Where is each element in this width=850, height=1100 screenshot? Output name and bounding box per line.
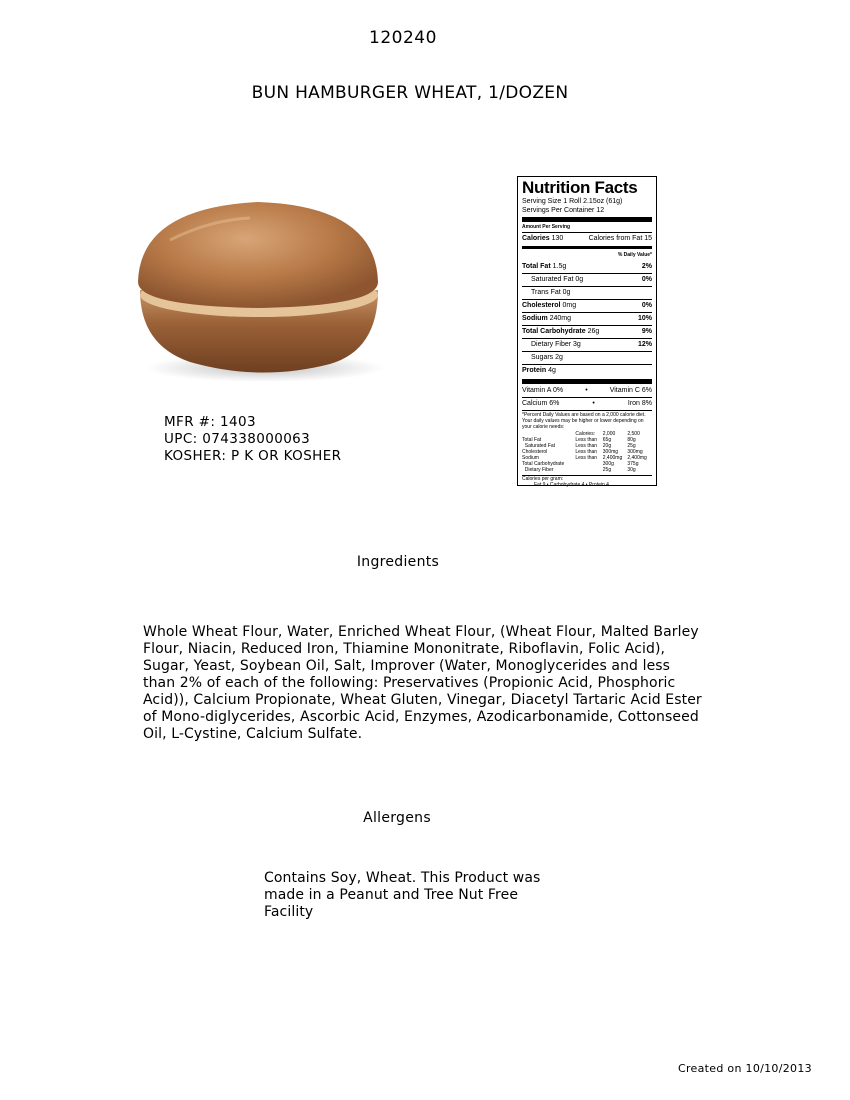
nutrient-row	[522, 312, 652, 325]
nutrient-amount: 0g	[562, 289, 571, 296]
daily-value-table-cell: Sodium	[522, 455, 539, 461]
daily-value-table	[522, 431, 652, 473]
nutrition-facts-label	[517, 176, 657, 486]
vitamin-row	[522, 385, 652, 397]
mfr-number: MFR #: 1403	[164, 414, 256, 430]
nutrient-amount: 240mg	[549, 315, 572, 322]
daily-value-table-cell: Less than	[575, 455, 598, 461]
bullet-separator: •	[585, 387, 588, 394]
daily-value-table-cell: Less than	[575, 449, 598, 455]
nutrient-amount: 3g	[573, 341, 581, 348]
calories-label: Calories	[522, 235, 550, 242]
nutrition-title: Nutrition Facts	[522, 178, 638, 197]
nutrient-label: Protein	[522, 367, 547, 374]
nutrient-label: Trans Fat	[531, 289, 561, 296]
daily-value-table-cell: 300mg	[627, 449, 643, 455]
kosher-status: KOSHER: P K OR KOSHER	[164, 448, 342, 464]
calories-row	[522, 232, 652, 245]
nutrient-amount: 26g	[587, 328, 600, 335]
daily-value-table-cell: 25g	[602, 467, 612, 473]
item-number: 120240	[369, 28, 437, 48]
calories-from-fat: Calories from Fat 15	[588, 235, 652, 242]
nutrient-rows	[522, 261, 652, 377]
product-image	[130, 190, 390, 390]
daily-value-table-row	[522, 467, 652, 473]
daily-value-table-cell	[575, 467, 602, 473]
daily-value-header: % Daily Value*	[617, 252, 652, 258]
daily-value-table-cell: 20g	[602, 443, 612, 449]
vitamin-right: Iron 8%	[627, 400, 652, 407]
nutrient-amount: 1.5g	[552, 263, 567, 270]
nutrient-label: Sodium	[522, 315, 548, 322]
nutrient-daily-value: 10%	[637, 315, 652, 322]
daily-value-table-cell: 375g	[627, 461, 639, 467]
nutrient-row	[522, 338, 652, 351]
daily-value-table-cell: 30g	[627, 467, 636, 473]
nutrient-label: Cholesterol	[522, 302, 561, 309]
nutrient-daily-value: 9%	[641, 328, 652, 335]
nutrient-amount: 0mg	[562, 302, 577, 309]
nutrient-row	[522, 325, 652, 338]
nutrient-row	[522, 364, 652, 377]
ingredients-heading: Ingredients	[356, 554, 440, 570]
nutrient-daily-value: 12%	[637, 341, 652, 348]
daily-value-table-cell: Total Fat	[522, 437, 542, 443]
daily-value-table-cell: 25g	[627, 443, 636, 449]
nutrient-daily-value: 0%	[641, 302, 652, 309]
upc-code: UPC: 074338000063	[164, 431, 311, 447]
calories-per-gram: Calories per gram:	[522, 476, 564, 482]
ingredients-text: Whole Wheat Flour, Water, Enriched Wheat Flour, (Wheat Flour, Malted Barley Flour, Niacin, Reduced Iron, Thiamine Mononitrate, Riboflavin, Folic Acid), Sugar, Yeast, Soybean Oil, Salt, Improver (Water, Monoglycerides and less than 2% of each of the following: Preservatives (Propionic Acid, Phosphoric Acid)), Calcium Propionate, Wheat Gluten, Vinegar, Diacetyl Tartaric Acid Ester of Mono-diglycerides, Ascorbic Acid, Enzymes, Azodicarbonamide, Cottonseed Oil, L-Cystine, Calcium Sulfate.	[143, 624, 702, 742]
daily-value-table-cell: 65g	[602, 437, 612, 443]
nutrient-row	[522, 261, 652, 273]
nutrient-amount: 0g	[575, 276, 584, 283]
daily-value-table-cell: 2,400mg	[602, 455, 623, 461]
nutrient-amount: 2g	[555, 354, 563, 361]
nutrient-label: Total Fat	[522, 263, 551, 270]
vitamin-rows	[522, 385, 652, 410]
daily-value-table-heading: 2,500	[627, 431, 640, 437]
daily-value-table-cell: Total Carbohydrate	[522, 461, 565, 467]
allergens-heading: Allergens	[363, 810, 431, 826]
daily-value-table-heading: 2,000	[602, 431, 616, 437]
nutrient-row	[522, 286, 652, 299]
nutrient-label: Sugars	[531, 354, 554, 361]
daily-value-table-cell: Dietary Fiber	[522, 467, 554, 473]
nutrient-row	[522, 273, 652, 286]
vitamin-row	[522, 397, 652, 410]
daily-value-footnote: *Percent Daily Values are based on a 2,000 calorie diet. Your daily values may be higher or lower depending on your calorie needs:	[522, 412, 646, 430]
vitamin-left: Vitamin A 0%	[522, 387, 564, 394]
daily-value-table-cell: 2,400mg	[627, 455, 647, 461]
nutrient-amount: 4g	[548, 367, 556, 374]
nutrient-row	[522, 299, 652, 312]
bullet-separator: •	[592, 400, 595, 407]
daily-value-table-cell: 80g	[627, 437, 636, 443]
daily-value-table-cell: Less than	[575, 437, 598, 443]
product-title: BUN HAMBURGER WHEAT, 1/DOZEN	[251, 83, 569, 103]
per-gram-values: Fat 9 • Carbohydrate 4 • Protein 4	[534, 482, 609, 488]
nutrient-label: Dietary Fiber	[531, 341, 572, 348]
daily-value-table-cell: 300mg	[602, 449, 619, 455]
nutrient-label: Total Carbohydrate	[522, 328, 586, 335]
serving-size: Serving Size 1 Roll 2.15oz (61g)	[522, 198, 623, 205]
product-identifiers	[164, 414, 341, 465]
servings-per-container: Servings Per Container 12	[522, 207, 605, 214]
nutrient-daily-value: 2%	[641, 263, 652, 270]
nutrient-daily-value: 0%	[641, 276, 652, 283]
vitamin-left: Calcium 6%	[522, 400, 560, 407]
calories-value: 130	[551, 235, 564, 242]
vitamin-right: Vitamin C 6%	[609, 387, 652, 394]
daily-value-table-cell: Less than	[575, 443, 598, 449]
daily-value-table-heading: Calories:	[575, 431, 596, 437]
daily-value-table-cell: Saturated Fat	[522, 443, 556, 449]
created-date: Created on 10/10/2013	[678, 1062, 812, 1075]
daily-value-table-cell: Cholesterol	[522, 449, 548, 455]
amount-per-serving: Amount Per Serving	[522, 224, 571, 230]
nutrient-row	[522, 351, 652, 364]
allergens-text: Contains Soy, Wheat. This Product was made in a Peanut and Tree Nut Free Facility	[264, 870, 541, 920]
nutrient-label: Saturated Fat	[531, 276, 574, 283]
daily-value-table-cell: 300g	[602, 461, 614, 467]
